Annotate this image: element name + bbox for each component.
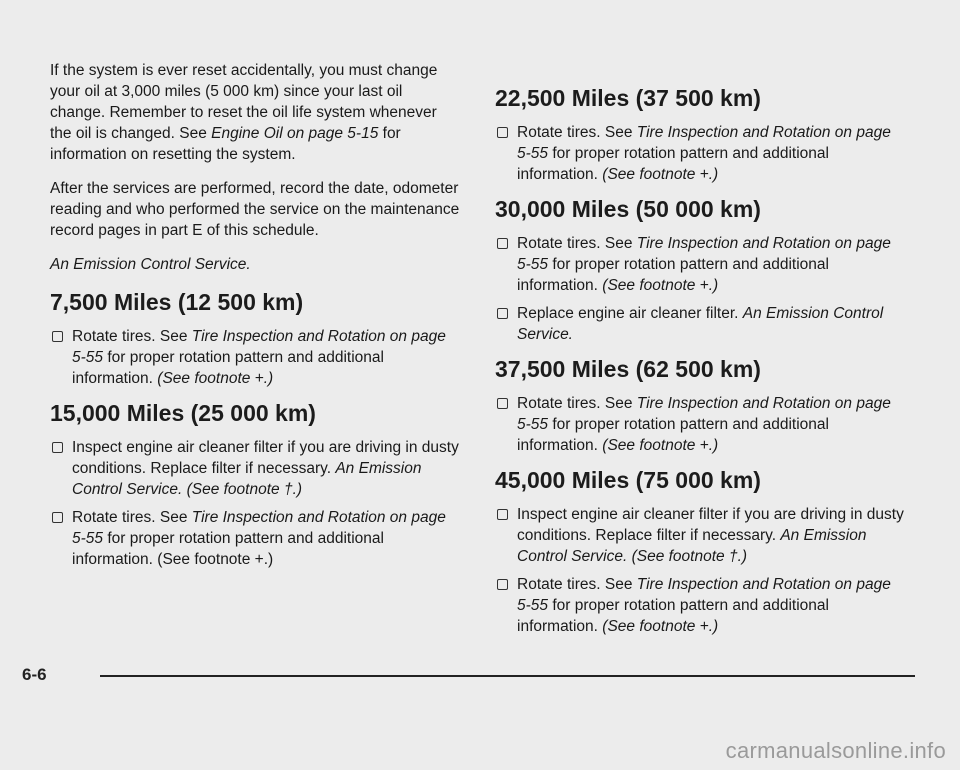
checklist-7500 — [50, 326, 460, 389]
text: Inspect engine air cleaner filter if you are driving in dusty conditions. Replace filter if necessary. — [72, 439, 459, 477]
checkbox-icon[interactable] — [497, 579, 508, 590]
text: Rotate tires. See — [517, 395, 637, 412]
footnote-ref: (See footnote +.) — [602, 437, 719, 454]
checkbox-icon[interactable] — [52, 331, 63, 342]
checklist-45000 — [495, 504, 905, 637]
list-item — [495, 122, 905, 185]
text: for proper rotation pattern and additional information. — [517, 597, 829, 635]
cross-reference-link[interactable]: Tire Inspection and Rotation on page 5-55 — [517, 395, 891, 433]
checkbox-icon[interactable] — [497, 127, 508, 138]
checkbox-icon[interactable] — [52, 442, 63, 453]
footnote-ref: (See footnote +.) — [157, 370, 274, 387]
cross-reference-link[interactable]: Tire Inspection and Rotation on page 5-55 — [517, 124, 891, 162]
text: for proper rotation pattern and additional information. — [517, 256, 829, 294]
cross-reference-link[interactable]: Engine Oil on page 5-15 — [211, 125, 379, 142]
checklist-30000 — [495, 233, 905, 345]
section-heading-30000: 30,000 Miles (50 000 km) — [495, 196, 761, 222]
list-item — [50, 507, 460, 570]
intro-paragraph-2: After the services are performed, record the date, odometer reading and who performed the service on the maintenance record pages in part E of this schedule. — [50, 180, 460, 239]
text: Rotate tires. See — [517, 576, 637, 593]
checkbox-icon[interactable] — [497, 308, 508, 319]
cross-reference-link[interactable]: Tire Inspection and Rotation on page 5-55 — [72, 328, 446, 366]
footnote-ref: An Emission Control Service. (See footnote †.) — [72, 460, 422, 498]
footnote-ref: (See footnote +.) — [602, 166, 719, 183]
section-heading-45000: 45,000 Miles (75 000 km) — [495, 467, 761, 493]
checklist-15000 — [50, 437, 460, 570]
checkbox-icon[interactable] — [497, 398, 508, 409]
intro-paragraph-1 — [50, 60, 460, 165]
intro-paragraph-3: An Emission Control Service. — [50, 256, 251, 273]
list-item — [495, 233, 905, 296]
left-column — [50, 60, 460, 580]
text: Inspect engine air cleaner filter if you are driving in dusty conditions. Replace filter if necessary. — [517, 506, 904, 544]
footnote-ref: (See footnote +.) — [602, 618, 719, 635]
section-heading-7500: 7,500 Miles (12 500 km) — [50, 289, 304, 315]
text: Rotate tires. See — [72, 509, 192, 526]
footnote-ref: (See footnote +.) — [602, 277, 719, 294]
list-item — [495, 504, 905, 567]
list-item — [50, 437, 460, 500]
checkbox-icon[interactable] — [497, 509, 508, 520]
list-item — [50, 326, 460, 389]
list-item — [495, 303, 905, 345]
footnote-ref: An Emission Control Service. — [517, 305, 884, 343]
page-number: 6-6 — [22, 665, 47, 684]
text: for proper rotation pattern and additional information. — [72, 349, 384, 387]
watermark: carmanualsonline.info — [725, 738, 946, 763]
text: Rotate tires. See — [72, 328, 192, 345]
footnote-ref: An Emission Control Service. (See footnote †.) — [517, 527, 867, 565]
text: If the system is ever reset accidentally, you must change your oil at 3,000 miles (5 000 km) since your last oil change. Remember to reset the oil life system whenever the oil is changed. See — [50, 62, 438, 142]
checklist-22500 — [495, 122, 905, 185]
cross-reference-link[interactable]: Tire Inspection and Rotation on page 5-55 — [72, 509, 446, 547]
section-heading-15000: 15,000 Miles (25 000 km) — [50, 400, 316, 426]
checkbox-icon[interactable] — [497, 238, 508, 249]
text: for proper rotation pattern and additional information. (See footnote +.) — [72, 530, 384, 568]
section-heading-37500: 37,500 Miles (62 500 km) — [495, 356, 761, 382]
section-heading-22500: 22,500 Miles (37 500 km) — [495, 85, 761, 111]
text: for proper rotation pattern and additional information. — [517, 145, 829, 183]
cross-reference-link[interactable]: Tire Inspection and Rotation on page 5-55 — [517, 235, 891, 273]
text: for proper rotation pattern and additional information. — [517, 416, 829, 454]
text: Rotate tires. See — [517, 124, 637, 141]
text: for information on resetting the system. — [50, 125, 401, 163]
footer-rule — [100, 675, 915, 677]
right-column — [495, 60, 905, 647]
text: Replace engine air cleaner filter. — [517, 305, 743, 322]
list-item — [495, 574, 905, 637]
cross-reference-link[interactable]: Tire Inspection and Rotation on page 5-55 — [517, 576, 891, 614]
list-item — [495, 393, 905, 456]
text: Rotate tires. See — [517, 235, 637, 252]
checklist-37500 — [495, 393, 905, 456]
checkbox-icon[interactable] — [52, 512, 63, 523]
